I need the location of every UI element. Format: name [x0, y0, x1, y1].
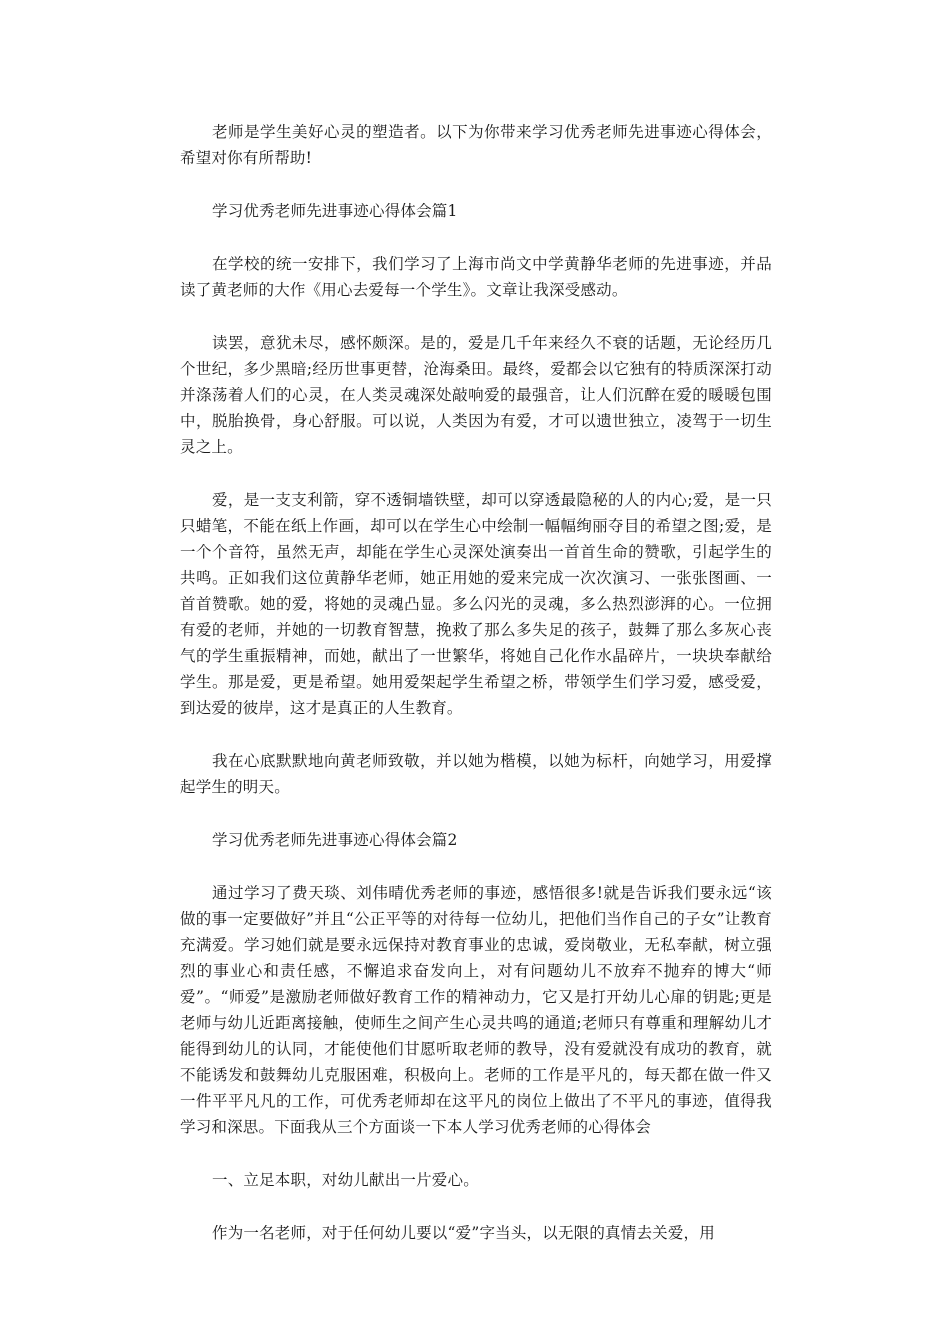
section-2-paragraph-2: 作为一名老师，对于任何幼儿要以“爱”字当头，以无限的真情去关爱，用 [212, 1224, 715, 1242]
section-1-paragraph-3: 爱，是一支支利箭，穿不透铜墙铁壁，却可以穿透最隐秘的人的内心;爱，是一只只蜡笔，不能在纸上作画，却可以在学生心中绘制一幅幅绚丽夺目的希望之图;爱，是一个个音符，虽然无声，却能在学生心灵深处演奏出一首首生命的赞歌，引起学生的共鸣。正如我们这位黄静华老师，她正用她的爱来完成一次次演习、一张张图画、一首首赞歌。她的爱，将她的灵魂凸显。多么闪光的灵魂，多么热烈澎湃的心。一位拥有爱的老师，并她的一切教育智慧，挽救了那么多失足的孩子，鼓舞了那么多灰心丧气的学生重振精神，而她，献出了一世繁华，将她自己化作水晶碎片，一块块奉献给学生。那是爱，更是希望。她用爱架起学生希望之桥，带领学生们学习爱，感受爱，到达爱的彼岸，这才是真正的人生教育。 [180, 491, 772, 717]
section-1-paragraph-4: 我在心底默默地向黄老师致敬，并以她为楷模，以她为标杆，向她学习，用爱撑起学生的明天。 [180, 752, 772, 796]
document-page [180, 119, 772, 1273]
section-2-title: 学习优秀老师先进事迹心得体会篇2 [212, 831, 458, 849]
section-1-paragraph-1: 在学校的统一安排下，我们学习了上海市尚文中学黄静华老师的先进事迹，并品读了黄老师的大作《用心去爱每一个学生》。文章让我深受感动。 [180, 255, 772, 299]
section-1-title: 学习优秀老师先进事迹心得体会篇1 [212, 202, 458, 220]
intro-paragraph: 老师是学生美好心灵的塑造者。以下为你带来学习优秀老师先进事迹心得体会，希望对你有所帮助! [180, 123, 772, 167]
section-1-paragraph-2: 读罢，意犹未尽，感怀颇深。是的，爱是几千年来经久不衰的话题，无论经历几个世纪，多少黑暗;经历世事更替，沧海桑田。最终，爱都会以它独有的特质深深打动并涤荡着人们的心灵，在人类灵魂深处敲响爱的最强音，让人们沉醉在爱的暖暖包围中，脱胎换骨，身心舒服。可以说，人类因为有爱，才可以遗世独立，凌驾于一切生灵之上。 [180, 334, 772, 456]
section-2-subheading-1: 一、立足本职，对幼儿献出一片爱心。 [212, 1171, 479, 1189]
section-2-paragraph-1: 通过学习了费天琰、刘伟晴优秀老师的事迹，感悟很多!就是告诉我们要永远“该做的事一定要做好”并且“公正平等的对待每一位幼儿，把他们当作自己的子女”让教育充满爱。学习她们就是要永远保持对教育事业的忠诚，爱岗敬业，无私奉献，树立强烈的事业心和责任感，不懈追求奋发向上，对有问题幼儿不放弃不抛弃的博大“师爱”。“师爱”是激励老师做好教育工作的精神动力，它又是打开幼儿心扉的钥匙;更是老师与幼儿近距离接触，使师生之间产生心灵共鸣的通道;老师只有尊重和理解幼儿才能得到幼儿的认同，才能使他们甘愿听取老师的教导，没有爱就没有成功的教育，就不能诱发和鼓舞幼儿克服困难，积极向上。老师的工作是平凡的，每天都在做一件又一件平平凡凡的工作，可优秀老师却在这平凡的岗位上做出了不平凡的事迹，值得我学习和深思。下面我从三个方面谈一下本人学习优秀老师的心得体会 [180, 884, 772, 1136]
